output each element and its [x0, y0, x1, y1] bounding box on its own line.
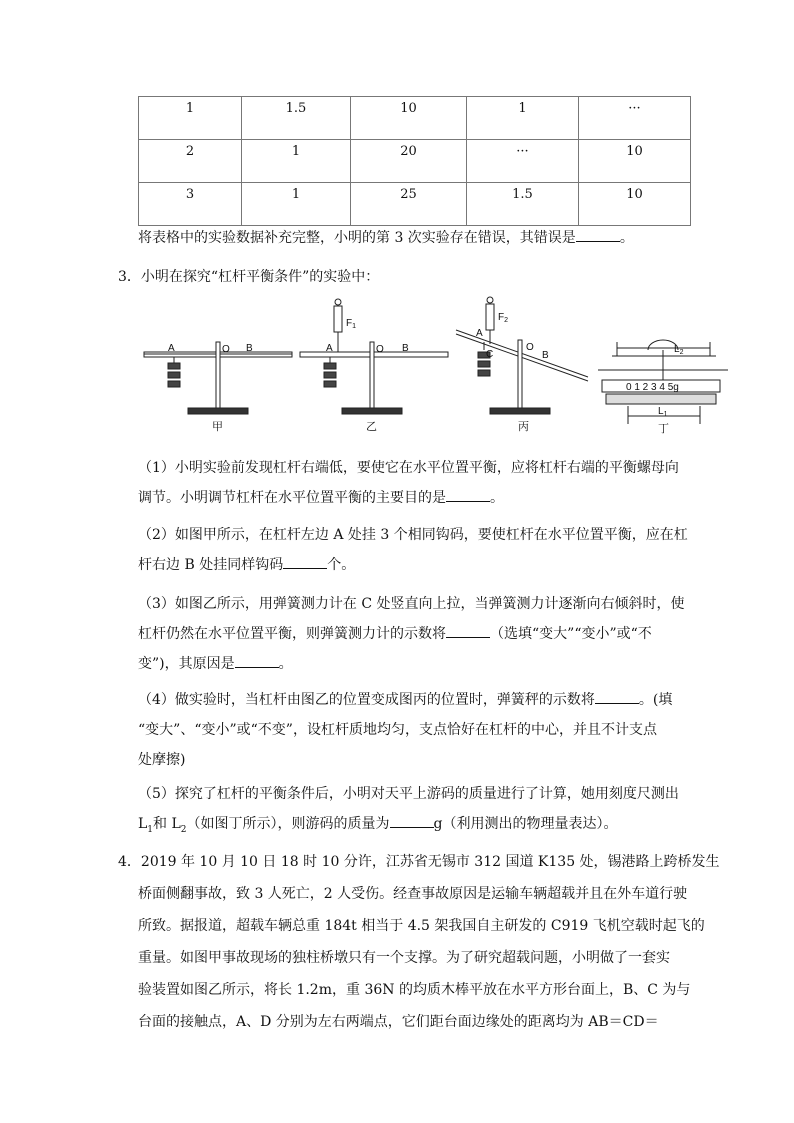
label-o: O [376, 344, 384, 355]
q3-p3-line2: 杠杆仍然在水平位置平衡，则弹簧测力计的示数将 （选填“变大”“变小”或“不 [138, 619, 685, 649]
caption-jia: 甲 [212, 420, 223, 433]
lever-figure [0, 0, 794, 440]
figure-jia [144, 342, 292, 414]
label-b: B [246, 343, 253, 354]
q3-part2 [138, 520, 688, 580]
label-a: A [168, 343, 175, 354]
table-cell: 2 [139, 140, 242, 183]
table-cell: 3 [139, 183, 242, 226]
caption-yi: 乙 [366, 420, 377, 433]
answer-blank [283, 554, 327, 569]
answer-blank [446, 623, 490, 638]
q4-line5: 验装置如图乙所示，将长 1.2m，重 36N 的均质木棒平放在水平方形台面上，B、C 为与 [138, 982, 691, 998]
q4-line3: 所致。据报道，超载车辆总重 184t 相当于 4.5 架我国自主研发的 C919 飞机空载时起飞的 [138, 918, 705, 934]
scale-label: 0 1 2 3 4 5g [626, 382, 679, 393]
q3-p1-line2: 调节。小明调节杠杆在水平位置平衡的主要目的是 。 [138, 483, 679, 513]
table-cell: 1 [242, 140, 351, 183]
table-cell: 1 [467, 97, 579, 140]
table-cell: 1 [242, 183, 351, 226]
caption-ding: 丁 [658, 422, 669, 435]
q4-line6: 台面的接触点，A、D 分别为左右两端点，它们距台面边缘处的距离均为 AB＝CD＝ [138, 1014, 659, 1030]
q3-p3-line1: （3）如图乙所示，用弹簧测力计在 C 处竖直向上拉，当弹簧测力计逐渐向右倾斜时，使 [138, 596, 685, 612]
q4-line1: 4．2019 年 10 月 10 日 18 时 10 分许，江苏省无锡市 312 国道 K135 处，锡港路上跨桥发生 [118, 854, 720, 870]
label-f1: $F_1$ [346, 318, 357, 330]
table-cell: 1.5 [467, 183, 579, 226]
q3-title: 3．小明在探究“杠杆平衡条件”的实验中： [118, 269, 380, 285]
answer-blank [390, 813, 434, 828]
q4-line2: 桥面侧翻事故，致 3 人死亡，2 人受伤。经查事故原因是运输车辆超载并且在外车道行驶 [138, 886, 688, 902]
label-o: O [526, 342, 534, 353]
q3-p2-line1: （2）如图甲所示，在杠杆左边 A 处挂 3 个相同钩码，要使杠杆在水平位置平衡，应在杠 [138, 527, 688, 543]
table-cell: 10 [351, 97, 467, 140]
q3-p2-line2: 杆右边 B 处挂同样钩码 个。 [138, 550, 688, 580]
q3-part5 [138, 779, 679, 845]
table-cell: 25 [351, 183, 467, 226]
label-f2: $F_2$ [498, 312, 509, 324]
q2-tail-text: 将表格中的实验数据补充完整，小明的第 3 次实验存在错误，其错误是 [138, 230, 576, 246]
label-a: A [326, 343, 333, 354]
q3-part1 [138, 453, 679, 513]
figure-yi [300, 299, 448, 414]
label-a: A [476, 328, 483, 339]
q3-part4 [138, 685, 672, 775]
table-cell: 10 [579, 140, 691, 183]
q3-p4-line2: “变大”、“变小”或“不变”，设杠杆质地均匀，支点恰好在杠杆的中心，并且不计支点 [138, 722, 657, 738]
answer-blank [235, 653, 279, 668]
table-cell: ··· [467, 140, 579, 183]
figure-bing [456, 297, 588, 414]
table-cell: ··· [579, 97, 691, 140]
q3-p4-line1: （4）做实验时，当杠杆由图乙的位置变成图丙的位置时，弹簧秤的示数将 。(填 [138, 685, 672, 715]
q3-p5-line1: （5）探究了杠杆的平衡条件后，小明对天平上游码的质量进行了计算，她用刻度尺测出 [138, 786, 679, 802]
label-b: B [402, 343, 409, 354]
q3-part3 [138, 589, 685, 679]
q3-p3-line3: 变”)，其原因是 。 [138, 649, 685, 679]
q3-p1-line1: （1）小明实验前发现杠杆右端低，要使它在水平位置平衡，应将杠杆右端的平衡螺母向 [138, 460, 679, 476]
table-cell: 1 [139, 97, 242, 140]
table-cell: 20 [351, 140, 467, 183]
label-b: B [542, 350, 549, 361]
q4-line4: 重量。如图甲事故现场的独柱桥墩只有一个支撑。为了研究超载问题，小明做了一套实 [138, 950, 670, 966]
q3-p5-line2: $L_1$和 $L_2$（如图丁所示），则游码的质量为 g（利用测出的物理量表达）。 [138, 809, 679, 845]
label-c: C [486, 349, 494, 360]
answer-blank [446, 487, 490, 502]
caption-bing: 丙 [518, 420, 529, 433]
table-cell: 1.5 [242, 97, 351, 140]
q3-p4-line3: 处摩擦) [138, 752, 186, 768]
table-cell: 10 [579, 183, 691, 226]
label-o: O [222, 344, 230, 355]
label-l1: $L_1$ [658, 406, 668, 418]
label-l2: $L_2$ [674, 344, 684, 356]
q2-tail-end: 。 [619, 230, 634, 246]
answer-blank [595, 689, 639, 704]
